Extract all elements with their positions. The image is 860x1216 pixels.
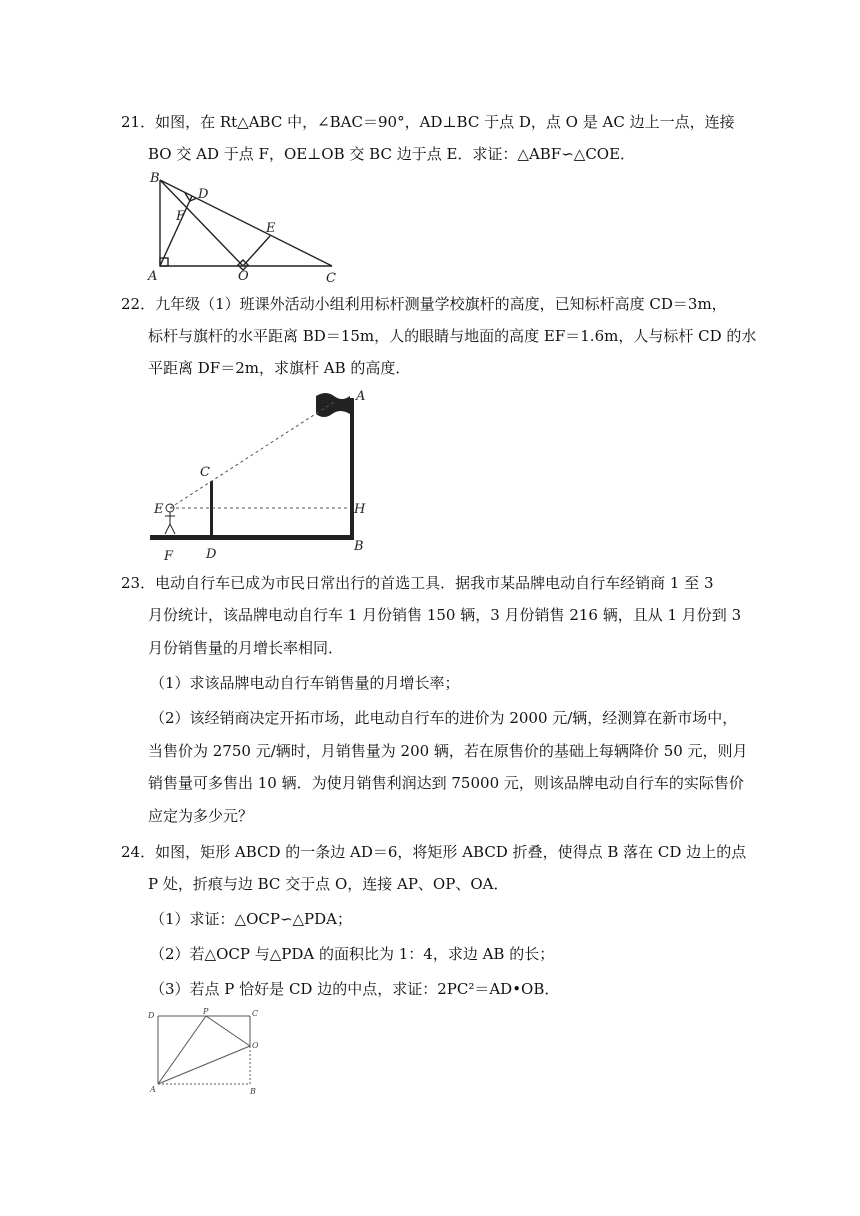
q21-label-F: F <box>176 209 186 224</box>
q21-label-B: B <box>150 171 160 186</box>
q22-label-B: B <box>354 539 364 554</box>
q21-label-C: C <box>326 271 336 286</box>
q24-part-2: （2）若△OCP 与△PDA 的面积比为 1：4，求边 AB 的长； <box>150 945 555 963</box>
q24-label-B: B <box>250 1087 256 1096</box>
q23-line-3: 月份销售量的月增长率相同． <box>148 639 344 657</box>
q21-label-E: E <box>266 221 276 236</box>
q24-part-3: （3）若点 P 恰好是 CD 边的中点，求证：2PC²＝AD•OB． <box>150 980 560 998</box>
q21-label-O: O <box>238 269 249 284</box>
q23-line-2: 月份统计，该品牌电动自行车 1 月份销售 150 辆，3 月份销售 216 辆，且从 1 月份到 3 <box>148 606 742 624</box>
q22-line-1: 22．九年级（1）班课外活动小组利用标杆测量学校旗杆的高度，已知标杆高度 CD＝3m， <box>121 295 727 313</box>
q22-label-A: A <box>356 389 366 404</box>
q23-line-1: 23．电动自行车已成为市民日常出行的首选工具．据我市某品牌电动自行车经销商 1 至 3 <box>121 574 714 592</box>
q23-part-1: （1）求该品牌电动自行车销售量的月增长率； <box>150 674 460 692</box>
q22-label-C: C <box>200 465 210 480</box>
q22-label-F: F <box>164 549 174 564</box>
q23-part-2-line-2: 当售价为 2750 元/辆时，月销售量为 200 辆，若在原售价的基础上每辆降价 50 元，则月 <box>148 742 748 760</box>
q24-label-A: A <box>150 1085 156 1094</box>
q21-line-2: BO 交 AD 于点 F，OE⊥OB 交 BC 边于点 E．求证：△ABF∽△COE． <box>148 145 636 163</box>
q22-line-2: 标杆与旗杆的水平距离 BD＝15m，人的眼睛与地面的高度 EF＝1.6m，人与标杆 CD 的水 <box>148 327 757 345</box>
q22-label-D: D <box>206 547 217 562</box>
q22-figure <box>140 386 380 566</box>
q24-label-P: P <box>203 1007 209 1016</box>
q22-label-E: E <box>154 502 164 517</box>
q23-part-2-line-3: 销售量可多售出 10 辆．为使月销售利润达到 75000 元，则该品牌电动自行车的实际售价 <box>148 774 744 792</box>
q24-label-D: D <box>148 1011 155 1020</box>
q23-part-2-line-4: 应定为多少元？ <box>148 807 254 825</box>
q23-part-2-line-1: （2）该经销商决定开拓市场，此电动自行车的进价为 2000 元/辆，经测算在新市场中， <box>150 709 738 727</box>
q21-label-A: A <box>148 269 158 284</box>
q24-line-2: P 处，折痕与边 BC 交于点 O，连接 AP、OP、OA． <box>148 875 509 893</box>
q22-label-H: H <box>354 502 366 517</box>
q21-figure <box>140 168 360 286</box>
q21-line-1: 21．如图，在 Rt△ABC 中，∠BAC＝90°，AD⊥BC 于点 D，点 O 是 AC 边上一点，连接 <box>121 113 735 131</box>
q24-label-C: C <box>252 1009 259 1018</box>
q21-label-D: D <box>198 187 209 202</box>
q24-part-1: （1）求证：△OCP∽△PDA； <box>150 910 353 928</box>
q24-figure <box>146 1006 276 1098</box>
q24-line-1: 24．如图，矩形 ABCD 的一条边 AD＝6，将矩形 ABCD 折叠，使得点 B 落在 CD 边上的点 <box>121 843 747 861</box>
q24-label-O: O <box>252 1041 259 1050</box>
q22-line-3: 平距离 DF＝2m，求旗杆 AB 的高度． <box>148 359 411 377</box>
